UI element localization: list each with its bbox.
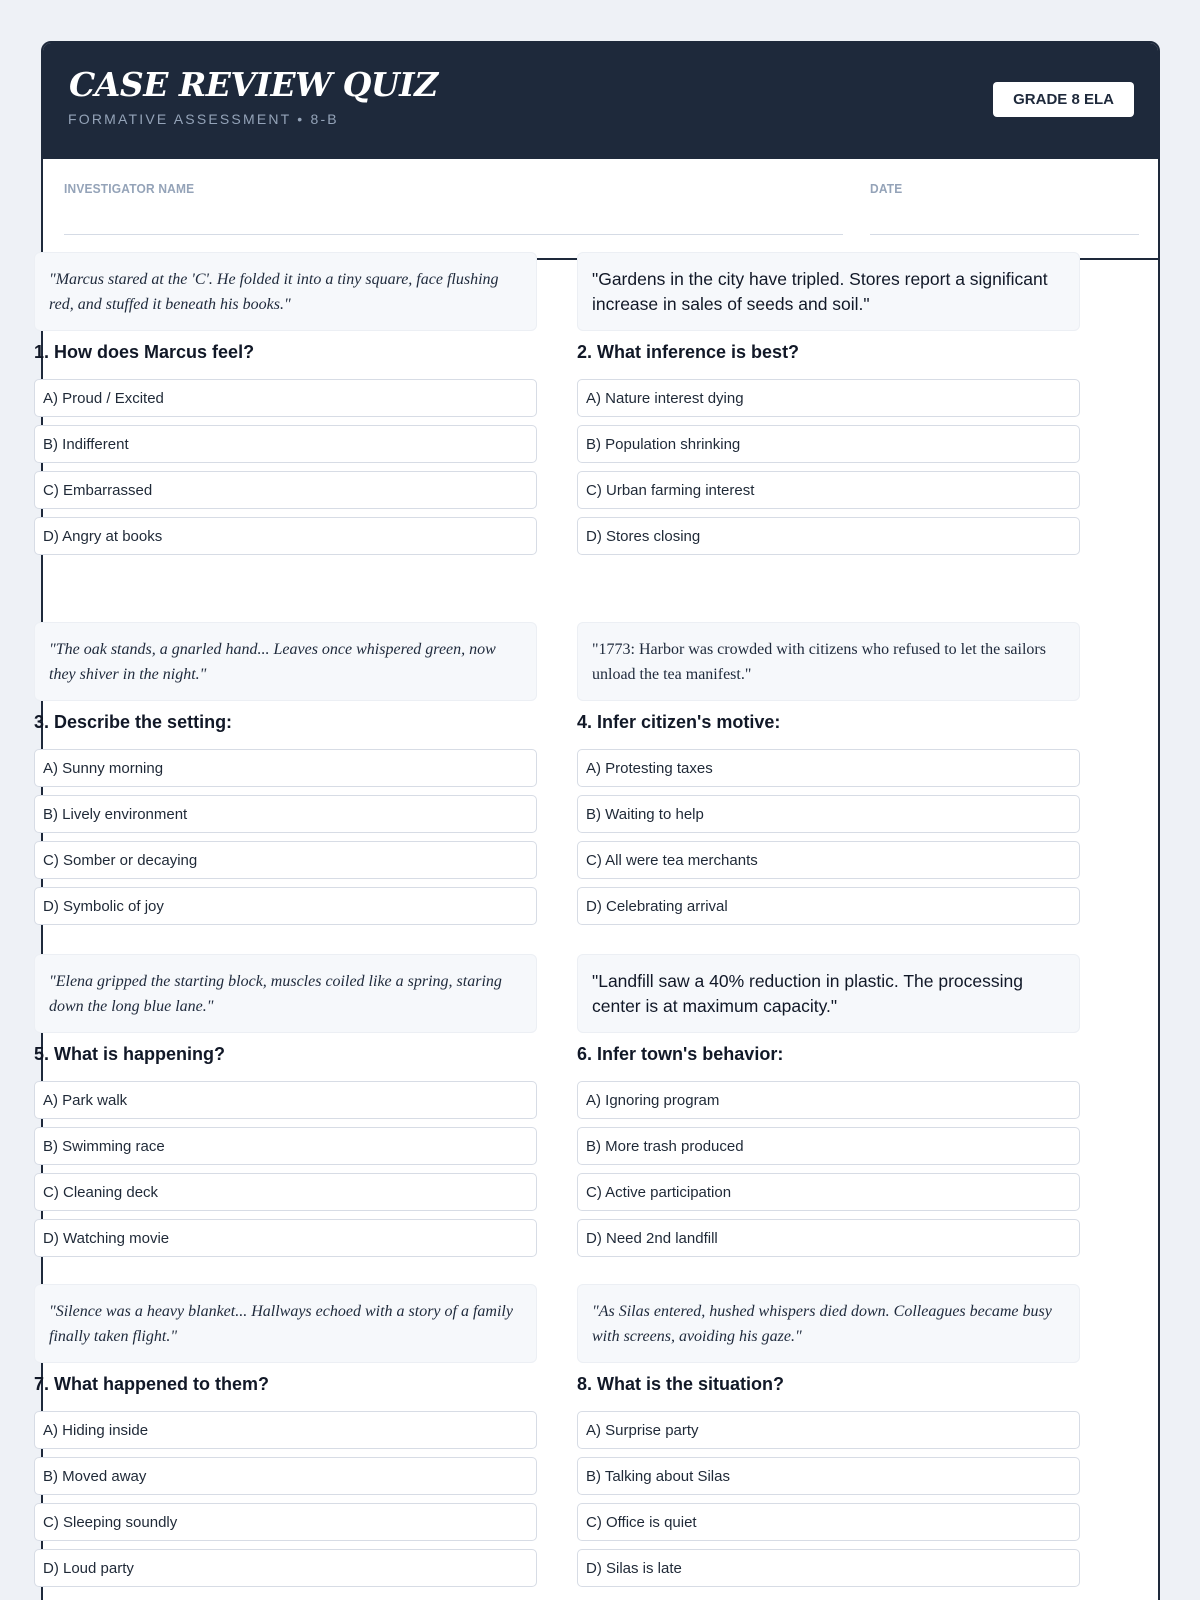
option-4a[interactable]: A) Protesting taxes: [577, 749, 1080, 787]
passage-7: "Silence was a heavy blanket... Hallways echoed with a story of a family finally taken flight.": [34, 1284, 537, 1363]
option-6b[interactable]: B) More trash produced: [577, 1127, 1080, 1165]
option-5c[interactable]: C) Cleaning deck: [34, 1173, 537, 1211]
passage-1: "Marcus stared at the 'C'. He folded it into a tiny square, face flushing red, and stuffed it beneath his books.": [34, 252, 537, 331]
question-card-5: [34, 954, 537, 1265]
question-card-4: [577, 622, 1080, 933]
option-1b[interactable]: B) Indifferent: [34, 425, 537, 463]
question-card-1: [34, 252, 537, 563]
option-6d[interactable]: D) Need 2nd landfill: [577, 1219, 1080, 1257]
question-text-8: 8. What is the situation?: [577, 1374, 785, 1394]
question-text-4: 4. Infer citizen's motive:: [577, 712, 781, 732]
option-7c[interactable]: C) Sleeping soundly: [34, 1503, 537, 1541]
passage-4: "1773: Harbor was crowded with citizens who refused to let the sailors unload the tea manifest.": [577, 622, 1080, 701]
option-2a[interactable]: A) Nature interest dying: [577, 379, 1080, 417]
option-2b[interactable]: B) Population shrinking: [577, 425, 1080, 463]
question-text-1: 1. How does Marcus feel?: [34, 342, 255, 362]
question-text-2: 2. What inference is best?: [577, 342, 800, 362]
passage-6: "Landfill saw a 40% reduction in plastic. The processing center is at maximum capacity.": [577, 954, 1080, 1033]
passage-3: "The oak stands, a gnarled hand... Leaves once whispered green, now they shiver in the night.": [34, 622, 537, 701]
option-5a[interactable]: A) Park walk: [34, 1081, 537, 1119]
passage-8: "As Silas entered, hushed whispers died down. Colleagues became busy with screens, avoiding his gaze.": [577, 1284, 1080, 1363]
option-4d[interactable]: D) Celebrating arrival: [577, 887, 1080, 925]
question-card-7: [34, 1284, 537, 1595]
option-3a[interactable]: A) Sunny morning: [34, 749, 537, 787]
date-label: DATE: [870, 181, 903, 196]
date-line[interactable]: [870, 234, 1139, 235]
option-7a[interactable]: A) Hiding inside: [34, 1411, 537, 1449]
grade-badge: GRADE 8 ELA: [993, 82, 1134, 117]
option-8c[interactable]: C) Office is quiet: [577, 1503, 1080, 1541]
question-text-6: 6. Infer town's behavior:: [577, 1044, 784, 1064]
option-7d[interactable]: D) Loud party: [34, 1549, 537, 1587]
quiz-title: CASE REVIEW QUIZ: [69, 65, 438, 104]
passage-5: "Elena gripped the starting block, muscles coiled like a spring, staring down the long blue lane.": [34, 954, 537, 1033]
option-5d[interactable]: D) Watching movie: [34, 1219, 537, 1257]
option-8b[interactable]: B) Talking about Silas: [577, 1457, 1080, 1495]
option-2c[interactable]: C) Urban farming interest: [577, 471, 1080, 509]
question-text-3: 3. Describe the setting:: [34, 712, 233, 732]
info-row: [43, 159, 1158, 260]
question-card-6: [577, 954, 1080, 1265]
investigator-name-field[interactable]: [64, 181, 843, 235]
question-card-2: [577, 252, 1080, 563]
option-6c[interactable]: C) Active participation: [577, 1173, 1080, 1211]
option-1c[interactable]: C) Embarrassed: [34, 471, 537, 509]
option-1a[interactable]: A) Proud / Excited: [34, 379, 537, 417]
question-text-7: 7. What happened to them?: [34, 1374, 270, 1394]
option-4b[interactable]: B) Waiting to help: [577, 795, 1080, 833]
investigator-name-line[interactable]: [64, 234, 843, 235]
option-4c[interactable]: C) All were tea merchants: [577, 841, 1080, 879]
question-card-8: [577, 1284, 1080, 1595]
investigator-name-label: INVESTIGATOR NAME: [64, 181, 195, 196]
option-1d[interactable]: D) Angry at books: [34, 517, 537, 555]
date-field[interactable]: [870, 181, 1139, 235]
quiz-header: [43, 43, 1158, 159]
option-2d[interactable]: D) Stores closing: [577, 517, 1080, 555]
option-8a[interactable]: A) Surprise party: [577, 1411, 1080, 1449]
question-card-3: [34, 622, 537, 933]
option-3d[interactable]: D) Symbolic of joy: [34, 887, 537, 925]
option-5b[interactable]: B) Swimming race: [34, 1127, 537, 1165]
option-7b[interactable]: B) Moved away: [34, 1457, 537, 1495]
question-text-5: 5. What is happening?: [34, 1044, 226, 1064]
option-6a[interactable]: A) Ignoring program: [577, 1081, 1080, 1119]
option-3b[interactable]: B) Lively environment: [34, 795, 537, 833]
passage-2: "Gardens in the city have tripled. Stores report a significant increase in sales of seeds and soil.": [577, 252, 1080, 331]
option-8d[interactable]: D) Silas is late: [577, 1549, 1080, 1587]
quiz-subtitle: FORMATIVE ASSESSMENT • 8-B: [68, 111, 339, 127]
option-3c[interactable]: C) Somber or decaying: [34, 841, 537, 879]
